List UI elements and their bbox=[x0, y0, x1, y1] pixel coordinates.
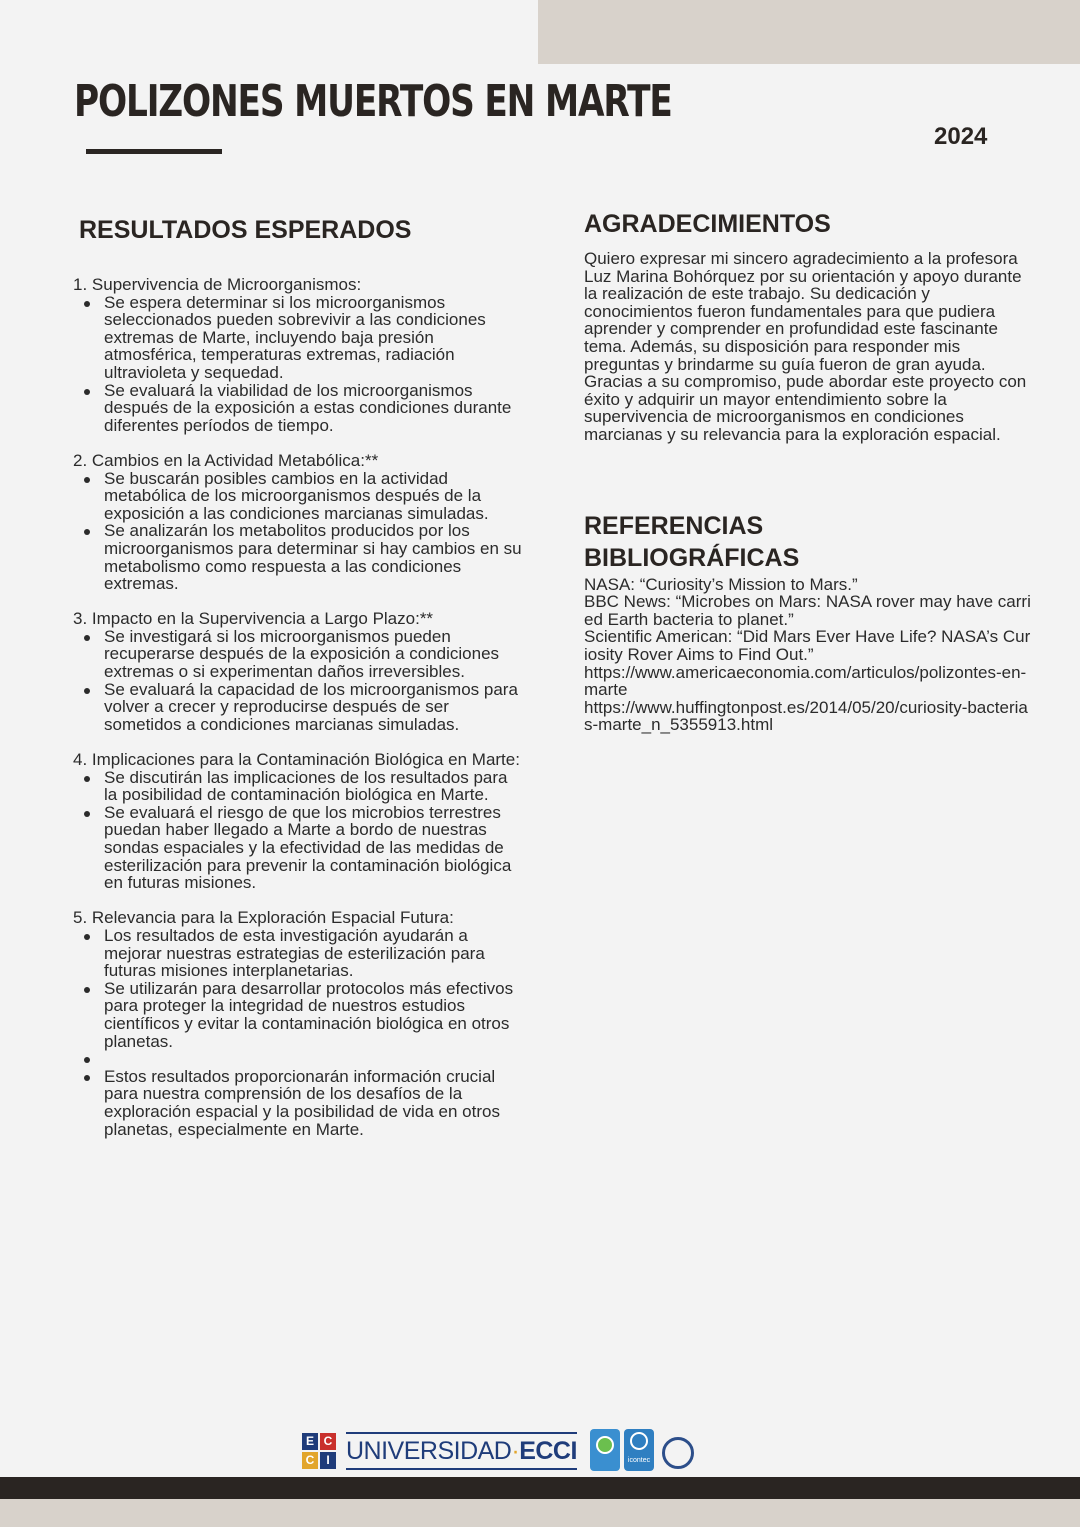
bullet-list bbox=[73, 294, 523, 435]
results-section bbox=[73, 452, 523, 593]
university-separator: · bbox=[511, 1437, 520, 1465]
references-list bbox=[584, 576, 1034, 734]
section-title: 3. Impacto en la Supervivencia a Largo Plazo:** bbox=[73, 609, 434, 629]
list-item: Se espera determinar si los microorganismos seleccionados pueden sobrevivir a las condiciones extremas de Marte, incluyendo baja presión atmosférica, temperaturas extremas, radiación ultravioleta y sequedad. bbox=[73, 294, 523, 382]
section-title: 2. Cambios en la Actividad Metabólica:** bbox=[73, 450, 379, 470]
top-accent-band bbox=[538, 0, 1080, 64]
list-item: Se investigará si los microorganismos pueden recuperarse después de la exposición a condiciones extremas o si experimentan daños irreversibles. bbox=[73, 628, 523, 681]
list-item: Se evaluará el riesgo de que los microbios terrestres puedan haber llegado a Marte a bordo de nuestras sondas espaciales y la efectividad de las medidas de esterilización para prevenir la contaminación biológica en futuras misiones. bbox=[73, 804, 523, 892]
reference-item: NASA: “Curiosity’s Mission to Mars.” bbox=[584, 574, 858, 594]
section-title: 4. Implicaciones para la Contaminación Biológica en Marte: bbox=[73, 750, 520, 770]
acknowledgments-text: Quiero expresar mi sincero agradecimiento a la profesora Luz Marina Bohórquez por su orientación y apoyo durante la realización de este trabajo. Su dedicación y conocimientos fueron fundamentales para que pudiera aprender y comprender en profundidad este fascinante tema. Además, su disposición para responder mis preguntas y brindarme su guía fueron de gran ayuda. Gracias a su compromiso, pude abordar este proyecto con éxito y adquirir un mayor entendimiento sobre la supervivencia de microorganismos en condiciones marcianas y su relevancia para la exploración espacial. bbox=[584, 249, 1027, 444]
results-section bbox=[73, 276, 523, 434]
results-section bbox=[73, 751, 523, 892]
logo-letter: E bbox=[302, 1433, 318, 1450]
list-item: Los resultados de esta investigación ayudarán a mejorar nuestras estrategias de esterilización para futuras misiones interplanetarias. bbox=[73, 927, 523, 980]
bullet-list bbox=[73, 927, 523, 1138]
university-prefix: UNIVERSIDAD bbox=[346, 1437, 512, 1465]
bottom-accent-band bbox=[0, 1499, 1080, 1527]
list-item: Se evaluará la capacidad de los microorganismos para volver a crecer y reproducirse después de ser sometidos a condiciones marcianas simuladas. bbox=[73, 681, 523, 734]
acknowledgments-heading: AGRADECIMIENTOS bbox=[584, 210, 831, 238]
year-label: 2024 bbox=[934, 123, 988, 150]
bullet-list bbox=[73, 769, 523, 892]
section-title: 1. Supervivencia de Microorganismos: bbox=[73, 275, 362, 294]
list-item: Se analizarán los metabolitos producidos por los microorganismos para determinar si hay cambios en su metabolismo como respuesta a las condiciones extremas. bbox=[73, 522, 523, 592]
title-underline bbox=[86, 149, 222, 154]
list-item: Se discutirán las implicaciones de los resultados para la posibilidad de contaminación biológica en Marte. bbox=[73, 769, 523, 804]
page-title: POLIZONES MUERTOS EN MARTE bbox=[74, 76, 672, 127]
list-item: Se utilizarán para desarrollar protocolos más efectivos para proteger la integridad de nuestros estudios científicos y evitar la contaminación biológica en otros planetas. bbox=[73, 980, 523, 1050]
list-item-empty bbox=[73, 1050, 523, 1068]
footer-logos bbox=[302, 1425, 702, 1475]
results-column bbox=[73, 214, 523, 1156]
icontec-label: icontec bbox=[627, 1457, 651, 1464]
references-heading-line1: REFERENCIAS bbox=[584, 511, 764, 540]
certification-badge-icon bbox=[590, 1429, 620, 1471]
list-item: Se evaluará la viabilidad de los microorganismos después de la exposición a estas condiciones durante diferentes períodos de tiempo. bbox=[73, 382, 523, 435]
results-sections bbox=[73, 276, 523, 1138]
results-section bbox=[73, 909, 523, 1138]
right-column bbox=[584, 208, 1034, 734]
bottom-dark-bar bbox=[0, 1477, 1080, 1499]
reference-link[interactable]: https://www.americaeconomia.com/articulos/polizontes-en-marte bbox=[584, 662, 1027, 700]
reference-item: Scientific American: “Did Mars Ever Have Life? NASA’s Curiosity Rover Aims to Find Out.” bbox=[584, 627, 1031, 664]
university-suffix: ECCI bbox=[519, 1437, 577, 1465]
list-item: Estos resultados proporcionarán información crucial para nuestra comprensión de los desafíos de la exploración espacial y la posibilidad de vida en otros planetas, especialmente en Marte. bbox=[73, 1068, 523, 1138]
bullet-list bbox=[73, 628, 523, 734]
icontec-badge-icon bbox=[624, 1429, 654, 1471]
results-section bbox=[73, 610, 523, 733]
logo-letter: I bbox=[320, 1452, 336, 1469]
logo-letter: C bbox=[320, 1433, 336, 1450]
reference-link[interactable]: https://www.huffingtonpost.es/2014/05/20/curiosity-bacterias-marte_n_5355913.html bbox=[584, 697, 1028, 735]
logo-letter: C bbox=[302, 1452, 318, 1469]
reference-item: BBC News: “Microbes on Mars: NASA rover may have carried Earth bacteria to planet.” bbox=[584, 592, 1031, 629]
seal-icon bbox=[662, 1437, 694, 1469]
list-item: Se buscarán posibles cambios en la actividad metabólica de los microorganismos después de la exposición a las condiciones marcianas simuladas. bbox=[73, 470, 523, 523]
references-heading-line2: BIBLIOGRÁFICAS bbox=[584, 543, 800, 572]
bullet-list bbox=[73, 470, 523, 593]
ecci-logo-icon bbox=[302, 1429, 338, 1471]
results-heading: RESULTADOS ESPERADOS bbox=[79, 216, 412, 244]
university-name bbox=[346, 1432, 577, 1470]
references-heading bbox=[584, 510, 1034, 574]
section-title: 5. Relevancia para la Exploración Espacial Futura: bbox=[73, 908, 454, 928]
